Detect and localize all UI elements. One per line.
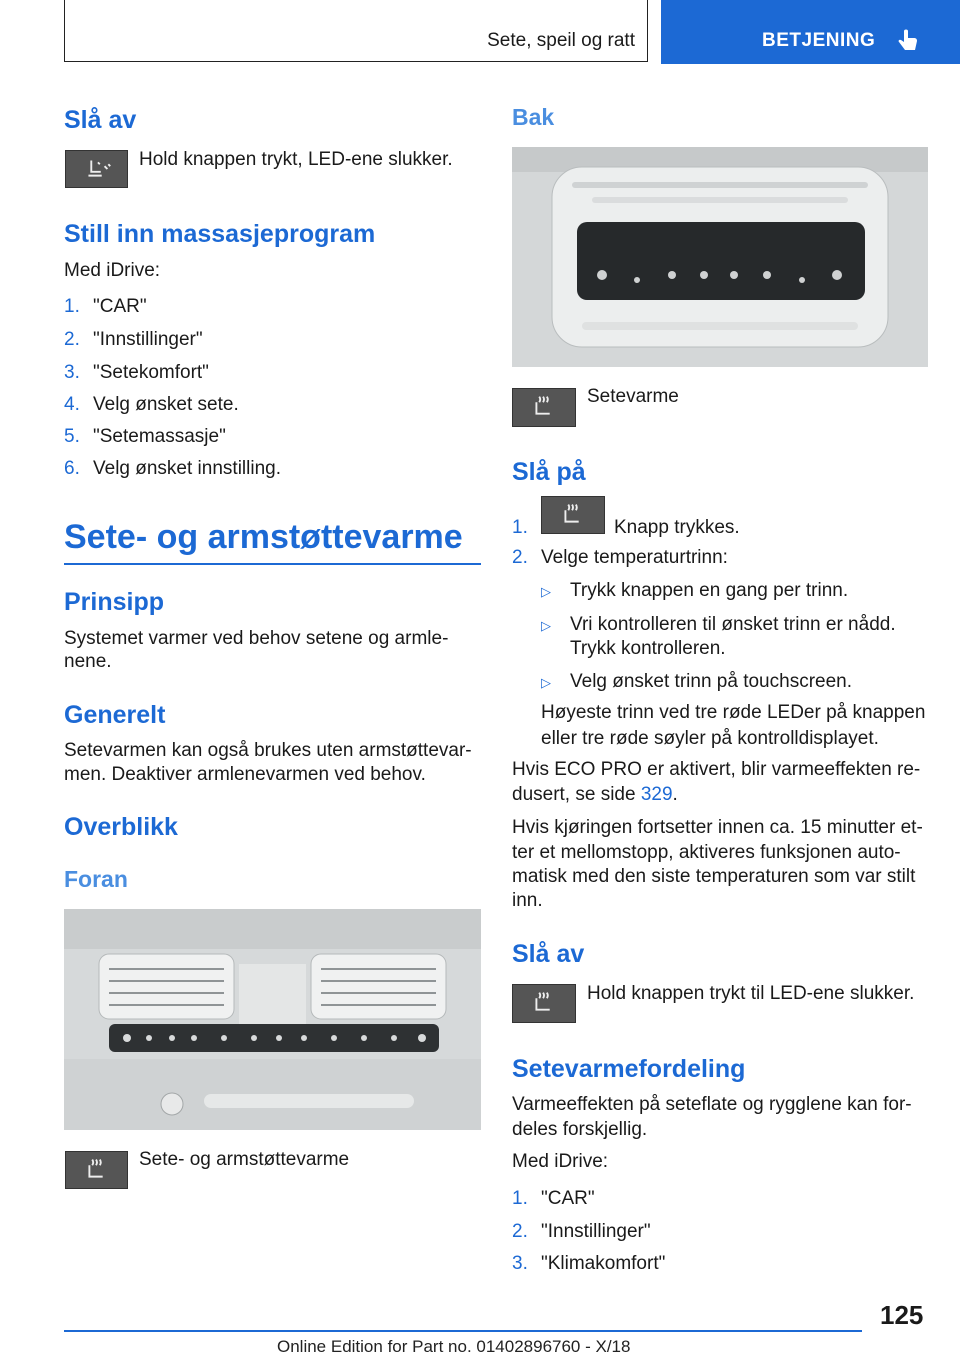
step-number: 2.: [512, 547, 528, 568]
general-heading: Generelt: [64, 701, 166, 729]
header-chapter-title: BETJENING: [762, 30, 876, 51]
overview-heading: Overblikk: [64, 813, 178, 841]
principle-heading: Prinsipp: [64, 588, 165, 616]
bullet-triangle-icon: ▷: [541, 618, 551, 633]
step-text: Velg ønsket sete.: [93, 394, 239, 415]
distribution-line: deles forskjellig.: [512, 1119, 648, 1140]
stop-line: Hvis kjøringen fortsetter innen ca. 15 minutter et-: [512, 817, 923, 838]
bullet-text: Velg ønsket trinn på touchscreen.: [570, 671, 852, 692]
step-text: Knapp trykkes.: [614, 517, 740, 538]
page-link[interactable]: 329: [640, 784, 673, 805]
general-line: men. Deaktiver armlenevarmen ved behov.: [64, 764, 426, 785]
bullet-text: Trykk kontrolleren.: [570, 638, 726, 659]
step-text: Velge temperaturtrinn:: [541, 547, 728, 568]
step-number: 2.: [64, 329, 80, 350]
seat-massage-off-icon: [65, 150, 128, 188]
step-number: 4.: [64, 394, 80, 415]
header-section-box: [64, 0, 648, 62]
off-heading: Slå av: [64, 106, 137, 134]
off-heading: Slå av: [512, 940, 585, 968]
note-line: Høyeste trinn ved tre røde LEDer på knappen: [541, 702, 926, 723]
stop-line: matisk med den siste temperaturen som var stilt: [512, 866, 916, 887]
general-line: Setevarmen kan også brukes uten armstøttevar-: [64, 740, 472, 761]
distribution-intro: Med iDrive:: [512, 1151, 609, 1172]
step-text: Velg ønsket innstilling.: [93, 458, 281, 479]
step-text: "CAR": [541, 1188, 595, 1209]
seat-heating-icon: [512, 388, 576, 427]
bullet-text: Vri kontrolleren til ønsket trinn er nådd.: [570, 614, 896, 635]
step-text: "Innstillinger": [93, 329, 203, 350]
eco-line: dusert, se side 329.: [512, 784, 678, 805]
massage-heading: Still inn massasjeprogram: [64, 220, 376, 248]
seat-heating-icon: [65, 1151, 128, 1189]
stop-line: inn.: [512, 890, 543, 911]
chapter-title: Sete- og armstøttevarme: [64, 518, 463, 556]
distribution-line: Varmeeffekten på seteflate og rygglene kan for-: [512, 1094, 912, 1115]
step-number: 1.: [512, 1188, 528, 1209]
header-chapter-tab: [661, 0, 960, 64]
footer-edition: Online Edition for Part no. 01402896760 - X/18: [277, 1337, 631, 1356]
off-text: Hold knappen trykt til LED-ene slukker.: [587, 983, 915, 1004]
rear-console-photo: [512, 147, 928, 367]
step-number: 5.: [64, 426, 80, 447]
massage-intro: Med iDrive:: [64, 260, 161, 281]
step-text: "Setemassasje": [93, 426, 226, 447]
hand-pointer-icon: [895, 28, 921, 54]
bullet-text: Trykk knappen en gang per trinn.: [570, 580, 849, 601]
principle-line: Systemet varmer ved behov setene og armle-: [64, 628, 449, 649]
rear-caption: Setevarme: [587, 386, 679, 407]
seat-heating-icon: [512, 984, 576, 1023]
step-text: "CAR": [93, 296, 147, 317]
seat-heating-icon: [541, 496, 605, 534]
step-text: "Setekomfort": [93, 362, 209, 383]
step-text: "Klimakomfort": [541, 1253, 666, 1274]
step-number: 1.: [512, 517, 528, 538]
step-text: "Innstillinger": [541, 1221, 651, 1242]
chapter-divider: [64, 563, 481, 565]
page-number: 125: [880, 1300, 924, 1330]
front-heading: Foran: [64, 866, 128, 892]
step-number: 3.: [64, 362, 80, 383]
rear-heading: Bak: [512, 104, 555, 130]
bullet-triangle-icon: ▷: [541, 584, 551, 599]
step-number: 2.: [512, 1221, 528, 1242]
note-line: eller tre røde søyler på kontrolldisplayet.: [541, 728, 879, 749]
header-section-title: Sete, speil og ratt: [487, 30, 635, 51]
step-number: 1.: [64, 296, 80, 317]
eco-line: Hvis ECO PRO er aktivert, blir varmeeffekten re-: [512, 759, 921, 780]
bullet-triangle-icon: ▷: [541, 675, 551, 690]
on-heading: Slå på: [512, 458, 586, 486]
stop-line: ter et mellomstopp, aktiveres funksjonen auto-: [512, 842, 901, 863]
off-text: Hold knappen trykt, LED-ene slukker.: [139, 149, 453, 170]
front-caption: Sete- og armstøttevarme: [139, 1149, 350, 1170]
principle-line: nene.: [64, 651, 112, 672]
distribution-heading: Setevarmefordeling: [512, 1055, 746, 1083]
step-number: 6.: [64, 458, 80, 479]
footer-divider: [64, 1330, 862, 1332]
front-console-photo: [64, 909, 481, 1130]
step-number: 3.: [512, 1253, 528, 1274]
